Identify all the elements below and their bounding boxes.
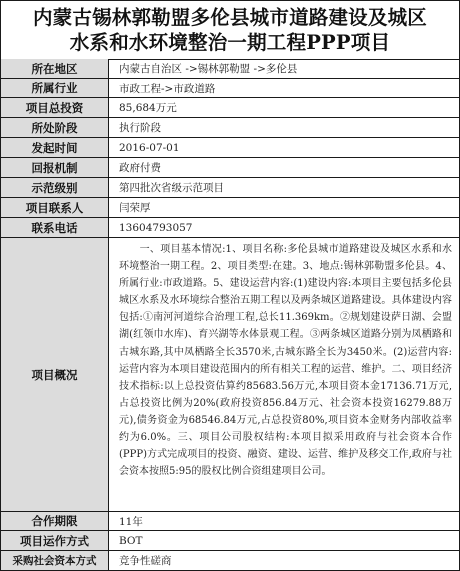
label-industry: 所属行业	[1, 79, 109, 97]
row-overview	[1, 238, 459, 512]
value-total-investment: 85,684万元	[119, 102, 177, 114]
row-operation-mode	[1, 531, 459, 551]
row-return-mechanism	[1, 158, 459, 178]
label-return-mechanism: 回报机制	[1, 158, 109, 177]
row-contact	[1, 198, 459, 218]
label-operation-mode: 项目运作方式	[1, 531, 109, 550]
value-cooperation-period: 11年	[119, 515, 143, 528]
value-procurement-method: 竞争性磋商	[119, 555, 172, 567]
value-operation-mode: BOT	[119, 534, 143, 547]
label-phone: 联系电话	[1, 218, 109, 237]
row-procurement-method	[1, 551, 459, 570]
title-line-2: 水系和水环境整治一期工程PPP项目	[69, 31, 391, 54]
label-contact: 项目联系人	[1, 198, 109, 217]
label-region: 所在地区	[1, 59, 109, 78]
label-overview: 项目概况	[1, 238, 109, 511]
value-industry: 市政工程->市政道路	[119, 82, 216, 95]
value-contact: 闫荣厚	[119, 202, 151, 214]
row-region	[1, 59, 459, 79]
row-demo-level	[1, 178, 459, 198]
value-stage: 执行阶段	[119, 122, 161, 134]
row-cooperation-period	[1, 512, 459, 531]
title-line-1: 内蒙古锡林郭勒盟多伦县城市道路建设及城区	[32, 6, 427, 29]
row-start-date	[1, 138, 459, 158]
label-demo-level: 示范级别	[1, 178, 109, 197]
label-procurement-method: 采购社会资本方式	[1, 551, 109, 570]
label-cooperation-period: 合作期限	[1, 512, 109, 530]
row-stage	[1, 118, 459, 138]
label-total-investment: 项目总投资	[1, 98, 109, 117]
value-demo-level: 第四批次省级示范项目	[119, 182, 224, 194]
row-phone	[1, 218, 459, 238]
row-industry	[1, 79, 459, 98]
value-phone: 13604793057	[119, 221, 193, 234]
label-stage: 所处阶段	[1, 118, 109, 137]
value-start-date: 2016-07-01	[119, 141, 180, 154]
row-total-investment	[1, 98, 459, 118]
value-region: 内蒙古自治区 ->锡林郭勒盟 ->多伦县	[119, 63, 298, 75]
value-return-mechanism: 政府付费	[119, 162, 161, 174]
label-start-date: 发起时间	[1, 138, 109, 157]
overview-text: 一、项目基本情况:1、项目名称:多伦县城市道路建设及城区水系和水环境整治一期工程。2、项目类型:在建。3、地点:锡林郭勒盟多伦县。4、所属行业:市政道路。5、建设运营内容:(1)建设内容:本项目主要包括多伦县城区水系及水环境综合整治五期工程以及两条城区道路建设。具体建设内容包括:①南河河道综合治理工程,总长11.369km。②规划建设萨日湖、会盟湖(红领巾水库)、育兴湖等水体景观工程。③两条城区道路分别为凤栖路和古城东路,其中凤栖路全长3570米,古城东路全长为3450米。(2)运营内容:运营内容为本项目建设范围内的所有相关工程的运营、维护。二、项目经济技术指标:以上总投资估算约85683.56万元,本项目资本金17136.71万元,占总投资比例为20%(政府投资856.84万元、社会资本投资16279.88万元),债务资金为68546.84万元,占总投资80%,项目资本金财务内部收益率约为6.0%。三、项目公司股权结构:本项目拟采用政府与社会资本合作(PPP)方式完成项目的投资、融资、建设、运营、维护及移交工作,政府与社会资本按照5:95的股权比例合资组建项目公司。	[119, 244, 452, 478]
document-title	[1, 1, 459, 60]
